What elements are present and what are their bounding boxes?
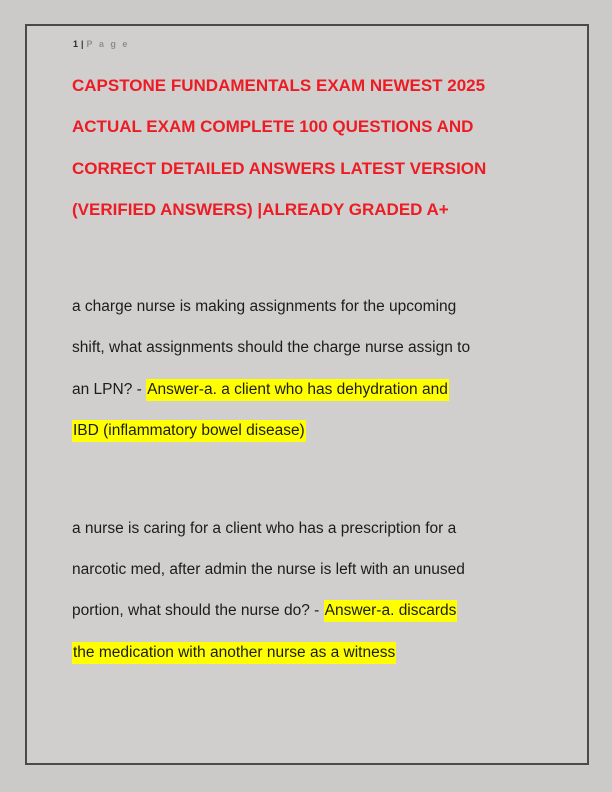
question-list bbox=[72, 286, 470, 673]
document-page bbox=[25, 24, 589, 765]
question-text: an LPN? - bbox=[72, 380, 147, 398]
question-line bbox=[72, 369, 470, 410]
question-line bbox=[72, 286, 470, 327]
page-header bbox=[73, 39, 129, 49]
question-line bbox=[72, 327, 470, 368]
question-line bbox=[72, 508, 470, 549]
question-text: narcotic med, after admin the nurse is left with an unused bbox=[72, 561, 465, 579]
title-line: (VERIFIED ANSWERS) |ALREADY GRADED A+ bbox=[72, 200, 449, 220]
page-header-label: P a g e bbox=[86, 39, 130, 49]
highlighted-answer-text: the medication with another nurse as a witness bbox=[72, 642, 396, 664]
title-line: CAPSTONE FUNDAMENTALS EXAM NEWEST 2025 bbox=[72, 76, 486, 95]
highlighted-answer-text: Answer-a. discards bbox=[324, 600, 458, 622]
question-line bbox=[72, 549, 470, 590]
highlighted-answer-text: IBD (inflammatory bowel disease) bbox=[72, 420, 306, 442]
highlighted-answer-text: Answer-a. a client who has dehydration and bbox=[146, 379, 449, 401]
question-line bbox=[72, 632, 470, 673]
question-text: a charge nurse is making assignments for the upcoming bbox=[72, 298, 457, 315]
question-paragraph bbox=[72, 508, 470, 674]
title-line: ACTUAL EXAM COMPLETE 100 QUESTIONS AND bbox=[72, 117, 474, 137]
question-text: portion, what should the nurse do? - bbox=[72, 602, 324, 620]
question-line bbox=[72, 410, 470, 451]
question-text: shift, what assignments should the charge nurse assign to bbox=[72, 339, 471, 357]
page-number: 1 bbox=[73, 39, 80, 49]
document-title bbox=[72, 65, 486, 231]
page-header-separator: | bbox=[81, 39, 85, 49]
question-line bbox=[72, 590, 470, 631]
title-line: CORRECT DETAILED ANSWERS LATEST VERSION bbox=[72, 158, 487, 178]
question-text: a nurse is caring for a client who has a prescription for a bbox=[72, 519, 457, 537]
question-paragraph bbox=[72, 286, 470, 452]
